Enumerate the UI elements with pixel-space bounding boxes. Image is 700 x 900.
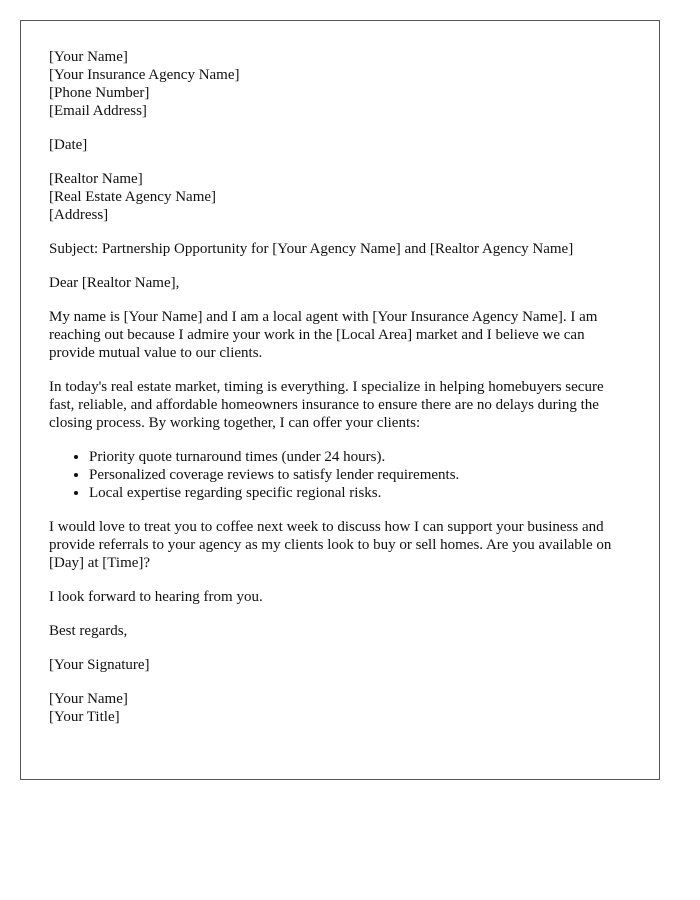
intro-paragraph: My name is [Your Name] and I am a local agent with [Your Insurance Agency Name]. I am reaching out because I admire your work in the [Local Area] market and I believe we can provide mutual value to our clients. [49, 309, 598, 361]
offer-paragraph: In today's real estate market, timing is everything. I specialize in helping homebuyers secure fast, reliable, and affordable homeowners insurance to ensure there are no delays during the closing process. By working together, I can offer your clients: [49, 379, 604, 431]
benefit-item: • Local expertise regarding specific regional risks. [89, 484, 631, 502]
benefit-item: • Personalized coverage reviews to satisfy lender requirements. [89, 466, 631, 484]
sender-phone: [Phone Number] [49, 85, 150, 101]
sender-block [49, 48, 631, 120]
salutation: Dear [Realtor Name], [49, 275, 180, 291]
invitation-paragraph: I would love to treat you to coffee next week to discuss how I can support your business and provide referrals to your agency as my clients look to buy or sell homes. Are you available on [Day] at [Time]? [49, 519, 612, 571]
signer-block [49, 690, 631, 726]
signer-title: [Your Title] [49, 709, 120, 725]
recipient-address: [Address] [49, 207, 109, 223]
letter-page [20, 20, 660, 780]
signoff: Best regards, [49, 623, 128, 639]
recipient-name: [Realtor Name] [49, 171, 143, 187]
signer-name: [Your Name] [49, 691, 128, 707]
sender-email: [Email Address] [49, 103, 147, 119]
closing-paragraph: I look forward to hearing from you. [49, 589, 263, 605]
letter-date: [Date] [49, 137, 88, 153]
signature: [Your Signature] [49, 657, 150, 673]
benefits-list [49, 448, 631, 502]
recipient-agency: [Real Estate Agency Name] [49, 189, 217, 205]
sender-agency: [Your Insurance Agency Name] [49, 67, 240, 83]
sender-name: [Your Name] [49, 49, 128, 65]
subject-line: Subject: Partnership Opportunity for [Your Agency Name] and [Realtor Agency Name] [49, 241, 574, 257]
benefit-item: • Priority quote turnaround times (under 24 hours). [89, 448, 631, 466]
recipient-block [49, 170, 631, 224]
